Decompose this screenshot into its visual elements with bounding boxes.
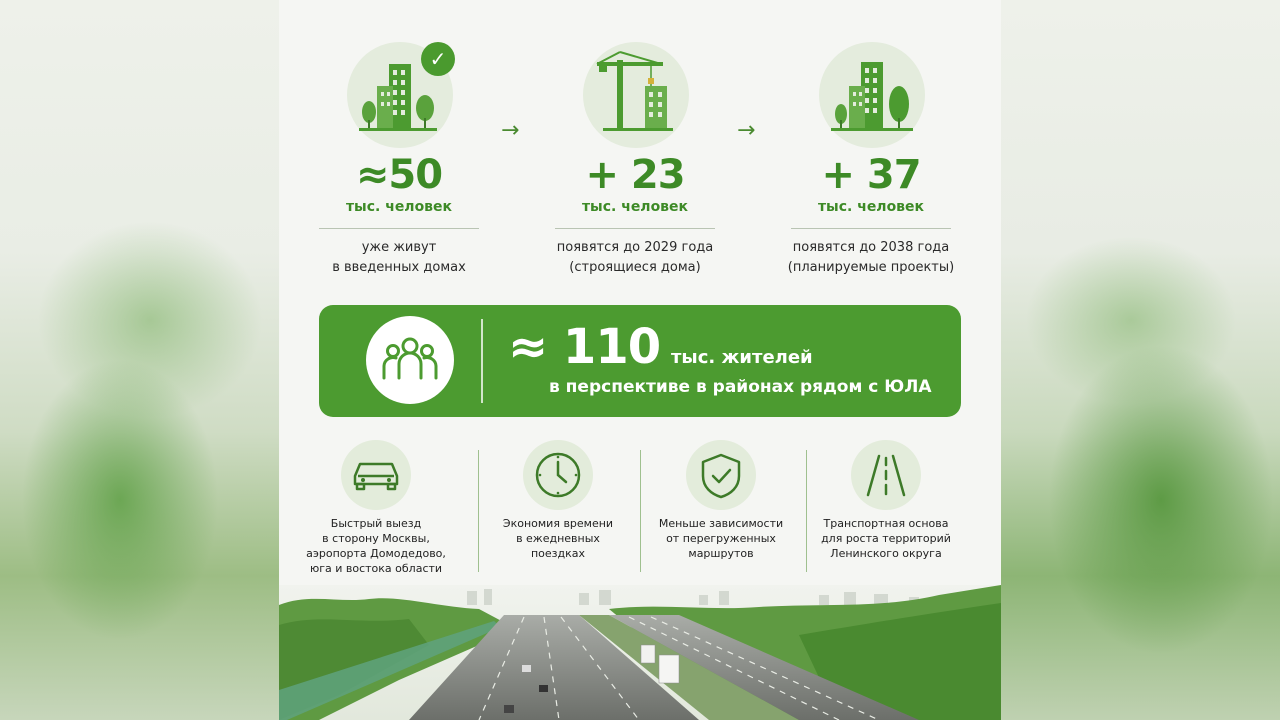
stage-number: ≈50 xyxy=(355,152,443,198)
stage-unit: тыс. человек xyxy=(345,199,453,215)
left-blurred-background xyxy=(0,0,279,720)
divider xyxy=(791,228,951,229)
checkmark-icon: ✓ xyxy=(421,42,455,76)
stage-description: появятся до 2038 года (планируемые проекты) xyxy=(787,240,955,275)
stage-description: появятся до 2029 года (строящиеся дома) xyxy=(556,240,714,275)
total-unit: тыс. жителей xyxy=(671,347,813,368)
banner-divider xyxy=(481,319,483,403)
infographic-card xyxy=(279,0,1001,720)
benefit-text: Транспортная основа для роста территорий Ленинского округа xyxy=(821,517,951,560)
stage-unit: тыс. человек xyxy=(581,199,689,215)
people-icon xyxy=(366,316,454,404)
highway-landscape-image xyxy=(279,585,1001,720)
crane-icon xyxy=(583,42,689,148)
stage-number: + 37 xyxy=(821,152,921,198)
right-blurred-background xyxy=(1001,0,1280,720)
benefit-text: Меньше зависимости от перегруженных маршрутов xyxy=(658,517,784,560)
arrow-icon: → xyxy=(501,118,520,143)
road-icon xyxy=(851,440,921,510)
benefit-text: Быстрый выезд в сторону Москвы, аэропорта Домодедово, юга и востока области xyxy=(306,517,446,575)
total-subtitle: в перспективе в районах рядом с ЮЛА xyxy=(549,377,932,397)
arrow-icon: → xyxy=(737,118,756,143)
stage-description: уже живут в введенных домах xyxy=(332,240,466,275)
clock-icon xyxy=(523,440,593,510)
divider xyxy=(319,228,479,229)
stage-number: + 23 xyxy=(585,152,685,198)
divider xyxy=(555,228,715,229)
buildings-trees-icon xyxy=(819,42,925,148)
total-number: ≈ 110 xyxy=(508,319,661,375)
total-residents-banner xyxy=(319,305,961,417)
car-icon xyxy=(341,440,411,510)
stage-unit: тыс. человек xyxy=(817,199,925,215)
benefit-text: Экономия времени в ежедневных поездках xyxy=(502,517,614,560)
shield-check-icon xyxy=(686,440,756,510)
